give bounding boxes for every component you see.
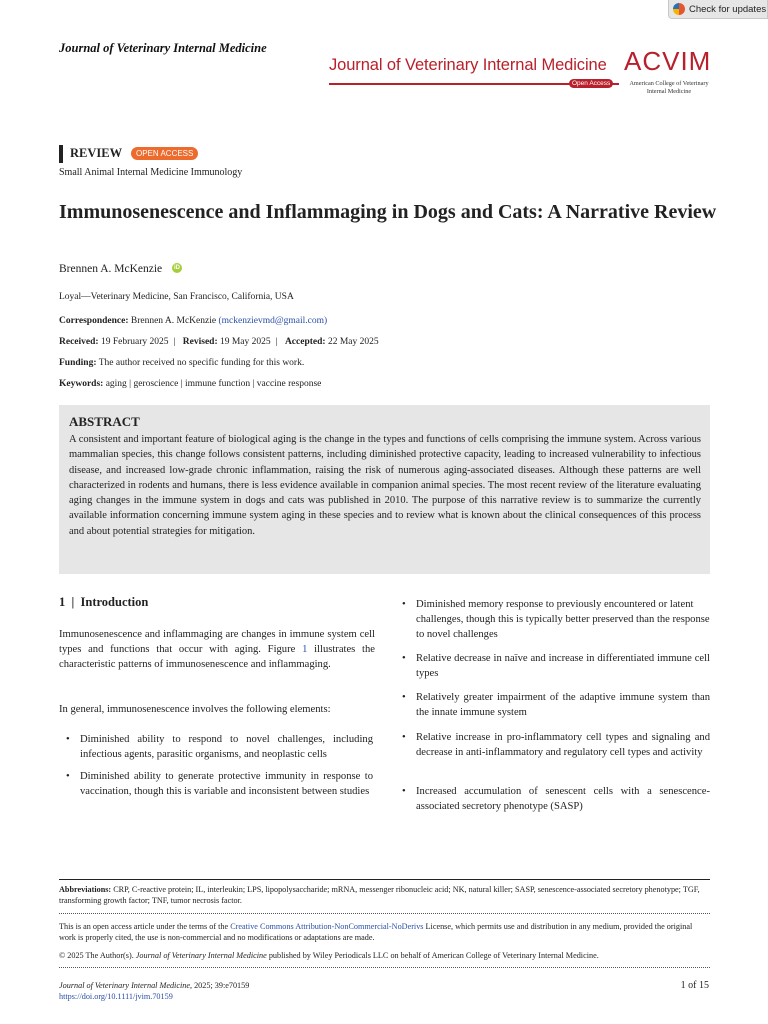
dotted-divider	[59, 967, 710, 968]
intro-paragraph-1-text-b: illustrates the characteristic patterns of immunosenescence and inflammaging.	[59, 644, 375, 670]
author-name[interactable]: Brennen A. McKenzie	[59, 263, 163, 275]
review-marker	[59, 145, 63, 163]
abstract-text: A consistent and important feature of biological aging is the change in the types and functions of cells comprising the immune system. Across various mammalian species, this change follows consistent patterns, including diminished protective capacity, leading to increased vulnerability to infectious disease, and increased low-grade chronic inflammation, raising the risk of numerous aging-associated diseases. Although these patterns are well characterized in rodents and humans, there is less evidence available in companion animal species. The most recent review of the literature evaluating aging changes in the immune system in dogs and cats was published in 2010. The purpose of this narrative review is to summarize the currently available information concerning immune system aging in these species and to review what is known about the clinical consequences of this process and about potential strategies for mitigation.	[69, 434, 701, 537]
accepted-date: 22 May 2025	[327, 337, 379, 347]
acvim-logo: ACVIM	[624, 46, 712, 76]
section-heading-introduction: 1 | Introduction	[59, 595, 149, 609]
intro-paragraph-1-text-a: Immunosenescence and inflammaging are changes in immune system cell types and functions that occur with aging. Figure	[59, 629, 375, 655]
list-item: • Increased accumulation of senescent cells with a senescence-associated secretory phenotype (SASP)	[402, 786, 710, 812]
correspondence	[59, 316, 327, 326]
figure-1-link[interactable]: 1	[302, 644, 308, 655]
license-statement	[59, 921, 710, 943]
copyright-text-a: © 2025 The Author(s).	[59, 951, 136, 960]
crossmark-icon	[673, 3, 685, 15]
orcid-icon[interactable]: iD	[174, 265, 180, 271]
correspondence-email-link[interactable]: (mckenzievmd@gmail.com)	[218, 316, 328, 326]
open-access-badge: OPEN ACCESS	[131, 147, 198, 160]
check-for-updates-button[interactable]	[668, 0, 768, 19]
license-text-a: This is an open access article under the terms of the	[59, 922, 231, 931]
received-label: Received:	[59, 337, 99, 347]
list-item-text: Diminished ability to respond to novel challenges, including infectious agents, parasitic organisms, and neoplastic cells	[80, 734, 373, 760]
copyright-journal: Journal of Veterinary Internal Medicine	[135, 951, 267, 960]
license-text-b: License, which permits use and distribution in any medium, provided the original work is properly cited, the use is non-commercial and no modifications or adaptations are made.	[59, 922, 693, 942]
list-item: • Diminished memory response to previously encountered or latent challenges, though this is typically better preserved than the response to novel challenges	[402, 599, 710, 640]
list-item-text: Diminished ability to generate protective immunity in response to vaccination, though this is variable and inconsistent between studies	[80, 771, 373, 797]
list-item: • Diminished ability to generate protective immunity in response to vaccination, though this is variable and inconsistent between studies	[66, 771, 373, 797]
list-item: • Relative decrease in naïve and increase in differentiated immune cell types	[402, 653, 710, 679]
list-item-text: Relatively greater impairment of the adaptive immune system than the innate immune system	[416, 692, 710, 718]
accepted-label: Accepted:	[284, 337, 326, 347]
list-item: • Diminished ability to respond to novel challenges, including infectious agents, parasitic organisms, and neoplastic cells	[66, 734, 373, 760]
list-item: • Relative increase in pro-inflammatory cell types and signaling and decrease in anti-inflammatory and regulatory cell types and activity	[402, 732, 710, 758]
list-item-text: Diminished memory response to previously encountered or latent challenges, though this is typically better preserved than the response to novel challenges	[416, 599, 710, 640]
cc-license-link[interactable]: Creative Commons Attribution-NonCommercial-NoDerivs	[230, 922, 424, 931]
copyright-text-b: published by Wiley Periodicals LLC on behalf of American College of Veterinary Internal Medicine.	[266, 951, 599, 960]
revised-date: 19 May 2025	[219, 337, 271, 347]
running-journal-title: Journal of Veterinary Internal Medicine	[59, 41, 267, 55]
doi-link[interactable]: https://doi.org/10.1111/jvim.70159	[59, 992, 173, 1001]
funding	[59, 358, 304, 368]
journal-brand-title: Journal of Veterinary Internal Medicine	[329, 56, 607, 74]
history-dates: Received: 19 February 2025 | Revised: 19 May 2025 | Accepted: 22 May 2025	[59, 337, 379, 347]
citation-journal: Journal of Veterinary Internal Medicine	[59, 981, 190, 990]
revised-label: Revised:	[182, 337, 218, 347]
funding-label: Funding:	[59, 358, 97, 368]
keywords	[59, 379, 321, 389]
list-item: • Relatively greater impairment of the adaptive immune system than the innate immune system	[402, 692, 710, 718]
open-access-small-badge: Open Access	[569, 79, 613, 88]
list-item-text: Relative decrease in naïve and increase in differentiated immune cell types	[416, 653, 710, 679]
list-item-text: Increased accumulation of senescent cells with a senescence-associated secretory phenotype (SASP)	[416, 786, 710, 812]
abstract-heading: ABSTRACT	[69, 414, 140, 429]
intro-paragraph-2: In general, immunosenescence involves the following elements:	[59, 704, 331, 715]
correspondence-name: Brennen A. McKenzie	[130, 316, 217, 326]
keywords-text: aging | geroscience | immune function | vaccine response	[105, 379, 322, 389]
page-number: 1 of 15	[680, 980, 709, 991]
citation-volume: , 2025; 39:e70159	[189, 981, 250, 990]
received-date: 19 February 2025	[100, 337, 169, 347]
abbreviations-label: Abbreviations:	[59, 885, 112, 894]
citation	[59, 980, 249, 1002]
footnote-divider	[59, 879, 710, 880]
copyright-statement	[59, 950, 710, 961]
affiliation: Loyal—Veterinary Medicine, San Francisco, California, USA	[59, 292, 294, 302]
abbreviations-text: CRP, C-reactive protein; IL, interleukin; LPS, lipopolysaccharide; mRNA, messenger ribonucleic acid; NK, natural killer; SASP, senescence-associated secretory phenotype; TGF, transforming growth factor; TNF, tumor necrosis factor.	[59, 885, 700, 905]
article-type: REVIEW	[70, 146, 123, 160]
acvim-logo-subtitle: American College of Veterinary Internal Medicine	[629, 80, 709, 95]
intro-paragraph-1	[59, 627, 375, 672]
keywords-label: Keywords:	[59, 379, 104, 389]
article-title: Immunosenescence and Inflammaging in Dogs and Cats: A Narrative Review	[59, 201, 717, 223]
citation-line	[59, 980, 249, 991]
check-for-updates-label: Check for updates	[689, 3, 767, 15]
abbreviations	[59, 884, 710, 906]
dotted-divider	[59, 913, 710, 914]
correspondence-label: Correspondence:	[59, 316, 129, 326]
subject-category: Small Animal Internal Medicine Immunology	[59, 167, 243, 178]
list-item-text: Relative increase in pro-inflammatory cell types and signaling and decrease in anti-inflammatory and regulatory cell types and activity	[416, 732, 710, 758]
funding-text: The author received no specific funding for this work.	[98, 358, 305, 368]
